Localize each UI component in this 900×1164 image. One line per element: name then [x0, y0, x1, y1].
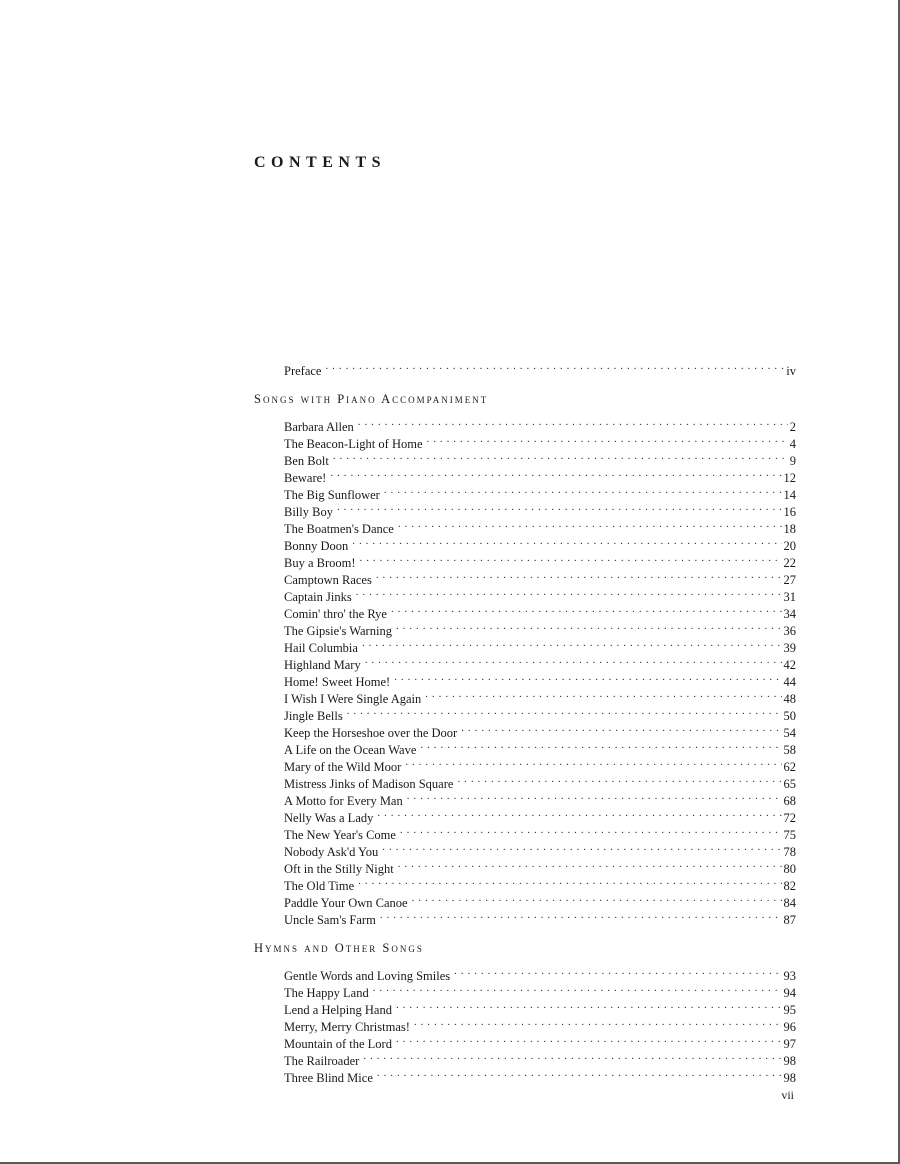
toc-entry-page: 75: [783, 828, 796, 842]
page-title: CONTENTS: [254, 154, 387, 171]
dot-leader: [325, 358, 784, 375]
toc-entry-title: A Life on the Ocean Wave: [284, 743, 417, 757]
dot-leader: [373, 980, 782, 997]
toc-entry-page: 84: [783, 896, 796, 910]
section-heading: Hymns and Other Songs: [254, 941, 424, 955]
toc-entry-title: The Gipsie's Warning: [284, 624, 392, 638]
dot-leader: [396, 618, 782, 635]
toc-entry-title: The Big Sunflower: [284, 488, 380, 502]
toc-entry-page: 93: [783, 969, 796, 983]
toc-entry-title: The New Year's Come: [284, 828, 396, 842]
toc-entry[interactable]: [254, 465, 796, 485]
toc-entry-title: Jingle Bells: [284, 709, 343, 723]
toc-entry-page: 42: [783, 658, 796, 672]
toc-entry-title: The Old Time: [284, 879, 355, 893]
toc-entry-page: 58: [783, 743, 796, 757]
toc-entry-page: 98: [783, 1054, 796, 1068]
dot-leader: [358, 414, 788, 431]
toc-entry-title: Uncle Sam's Farm: [284, 913, 376, 927]
dot-leader: [352, 533, 781, 550]
dot-leader: [425, 686, 781, 703]
toc-entry-page: 20: [783, 539, 796, 553]
toc-entry-title: Hail Columbia: [284, 641, 358, 655]
toc-entry-title: Camptown Races: [284, 573, 372, 587]
toc-entry-preface[interactable]: [254, 358, 796, 378]
dot-leader: [457, 771, 781, 788]
toc-entry-page: 39: [783, 641, 796, 655]
dot-leader: [333, 448, 788, 465]
toc-entry-page: 78: [783, 845, 796, 859]
toc-entry-page: 62: [783, 760, 796, 774]
dot-leader: [396, 997, 782, 1014]
toc-entry-page: 72: [783, 811, 796, 825]
toc-entry-page: 68: [783, 794, 796, 808]
toc-entry-title: Three Blind Mice: [284, 1071, 373, 1085]
dot-leader: [382, 839, 781, 856]
toc-entry-page: 18: [783, 522, 796, 536]
toc-entry[interactable]: [254, 482, 796, 502]
toc-entry-page: 98: [783, 1071, 796, 1085]
toc-entry-title: Beware!: [284, 471, 327, 485]
toc-entry-title: I Wish I Were Single Again: [284, 692, 422, 706]
toc-entry-title: Merry, Merry Christmas!: [284, 1020, 410, 1034]
toc-entry-page: 27: [783, 573, 796, 587]
dot-leader: [377, 805, 781, 822]
toc-entry-page: 96: [783, 1020, 796, 1034]
toc-entry-title: Ben Bolt: [284, 454, 329, 468]
toc-entry-title: Billy Boy: [284, 505, 333, 519]
dot-leader: [461, 720, 781, 737]
dot-leader: [360, 550, 782, 567]
page-number: vii: [781, 1088, 794, 1102]
toc-entry-title: Paddle Your Own Canoe: [284, 896, 408, 910]
toc-entry-page: 12: [783, 471, 796, 485]
dot-leader: [405, 754, 781, 771]
toc-entry-page: 36: [783, 624, 796, 638]
dot-leader: [396, 1031, 782, 1048]
dot-leader: [363, 1048, 781, 1065]
toc-entry-page: 50: [783, 709, 796, 723]
dot-leader: [330, 465, 781, 482]
toc-entry-title: The Happy Land: [284, 986, 369, 1000]
toc-entry-title: Captain Jinks: [284, 590, 352, 604]
dot-leader: [347, 703, 782, 720]
toc-entry-page: 82: [783, 879, 796, 893]
toc-entry-title: Buy a Broom!: [284, 556, 356, 570]
dot-leader: [427, 431, 788, 448]
toc-entry-title: Highland Mary: [284, 658, 361, 672]
toc-entry-page: 31: [783, 590, 796, 604]
toc-entry-page: 97: [783, 1037, 796, 1051]
toc-entry-page: 2: [789, 420, 796, 434]
dot-leader: [376, 567, 782, 584]
toc-entry-title: Gentle Words and Loving Smiles: [284, 969, 451, 983]
toc-entry-page: 44: [783, 675, 796, 689]
toc-entry-page: 34: [783, 607, 796, 621]
dot-leader: [391, 601, 782, 618]
toc-entry-title: Home! Sweet Home!: [284, 675, 391, 689]
toc-entry-title: Mistress Jinks of Madison Square: [284, 777, 454, 791]
dot-leader: [454, 963, 781, 980]
toc-entry-page: 65: [783, 777, 796, 791]
dot-leader: [356, 584, 782, 601]
dot-leader: [365, 652, 782, 669]
toc-entry-page: 54: [783, 726, 796, 740]
toc-entry-page: 22: [783, 556, 796, 570]
dot-leader: [398, 856, 782, 873]
toc-entry-page: 9: [789, 454, 796, 468]
toc-entry-title: Comin' thro' the Rye: [284, 607, 387, 621]
toc-entry-title: Bonny Doon: [284, 539, 349, 553]
dot-leader: [394, 669, 781, 686]
dot-leader: [337, 499, 782, 516]
toc-entry[interactable]: [254, 448, 796, 468]
toc-entry-page: 48: [783, 692, 796, 706]
toc-entry-title: Oft in the Stilly Night: [284, 862, 394, 876]
dot-leader: [420, 737, 781, 754]
toc-entry-page: 80: [783, 862, 796, 876]
toc-entry-title: The Beacon-Light of Home: [284, 437, 423, 451]
toc-entry-title: Barbara Allen: [284, 420, 354, 434]
toc-entry-page: 14: [783, 488, 796, 502]
toc-entry-page: iv: [786, 364, 796, 378]
dot-leader: [384, 482, 782, 499]
toc-entry-page: 94: [783, 986, 796, 1000]
toc-entry-page: 4: [789, 437, 796, 451]
dot-leader: [400, 822, 782, 839]
toc-entry[interactable]: [254, 516, 796, 536]
toc-entry-title: The Railroader: [284, 1054, 360, 1068]
toc-entry-title: Nobody Ask'd You: [284, 845, 379, 859]
dot-leader: [398, 516, 782, 533]
toc-entry-title: Lend a Helping Hand: [284, 1003, 392, 1017]
dot-leader: [380, 907, 782, 924]
table-of-contents: [254, 358, 796, 1085]
dot-leader: [407, 788, 782, 805]
toc-entry-title: The Boatmen's Dance: [284, 522, 394, 536]
dot-leader: [412, 890, 782, 907]
section-heading: Songs with Piano Accompaniment: [254, 392, 489, 406]
dot-leader: [362, 635, 782, 652]
toc-entry-page: 95: [783, 1003, 796, 1017]
toc-entry[interactable]: [254, 963, 796, 983]
toc-entry-title: Nelly Was a Lady: [284, 811, 374, 825]
toc-entry-title: A Motto for Every Man: [284, 794, 403, 808]
dot-leader: [358, 873, 781, 890]
dot-leader: [414, 1014, 782, 1031]
toc-entry-title: Keep the Horseshoe over the Door: [284, 726, 458, 740]
dot-leader: [377, 1065, 782, 1082]
toc-entry-page: 16: [783, 505, 796, 519]
toc-entry-title: Mountain of the Lord: [284, 1037, 392, 1051]
toc-entry-page: 87: [783, 913, 796, 927]
toc-entry-title: Preface: [284, 364, 322, 378]
toc-entry[interactable]: [254, 414, 796, 434]
toc-entry-title: Mary of the Wild Moor: [284, 760, 402, 774]
